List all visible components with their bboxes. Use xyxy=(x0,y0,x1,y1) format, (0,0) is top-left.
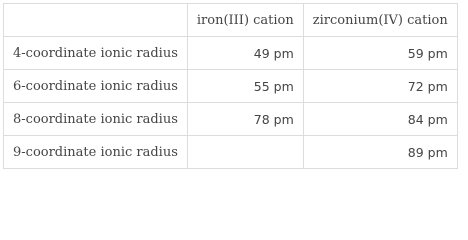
row-label: 9-coordinate ionic radius xyxy=(4,136,188,169)
iron-value: 55 pm xyxy=(187,70,303,103)
table-row xyxy=(4,37,458,70)
header-zirconium-iv-cation: zirconium(IV) cation xyxy=(303,4,457,37)
row-label: 4-coordinate ionic radius xyxy=(4,37,188,70)
table-row xyxy=(4,103,458,136)
row-label: 8-coordinate ionic radius xyxy=(4,103,188,136)
iron-value: 78 pm xyxy=(187,103,303,136)
table-row xyxy=(4,70,458,103)
table-row xyxy=(4,136,458,169)
zirconium-value: 84 pm xyxy=(303,103,457,136)
zirconium-value: 72 pm xyxy=(303,70,457,103)
ionic-radius-table xyxy=(3,3,458,169)
zirconium-value: 59 pm xyxy=(303,37,457,70)
header-corner-cell xyxy=(4,4,188,37)
header-row xyxy=(4,4,458,37)
row-label: 6-coordinate ionic radius xyxy=(4,70,188,103)
iron-value: 49 pm xyxy=(187,37,303,70)
iron-value xyxy=(187,136,303,169)
zirconium-value: 89 pm xyxy=(303,136,457,169)
header-iron-iii-cation: iron(III) cation xyxy=(187,4,303,37)
